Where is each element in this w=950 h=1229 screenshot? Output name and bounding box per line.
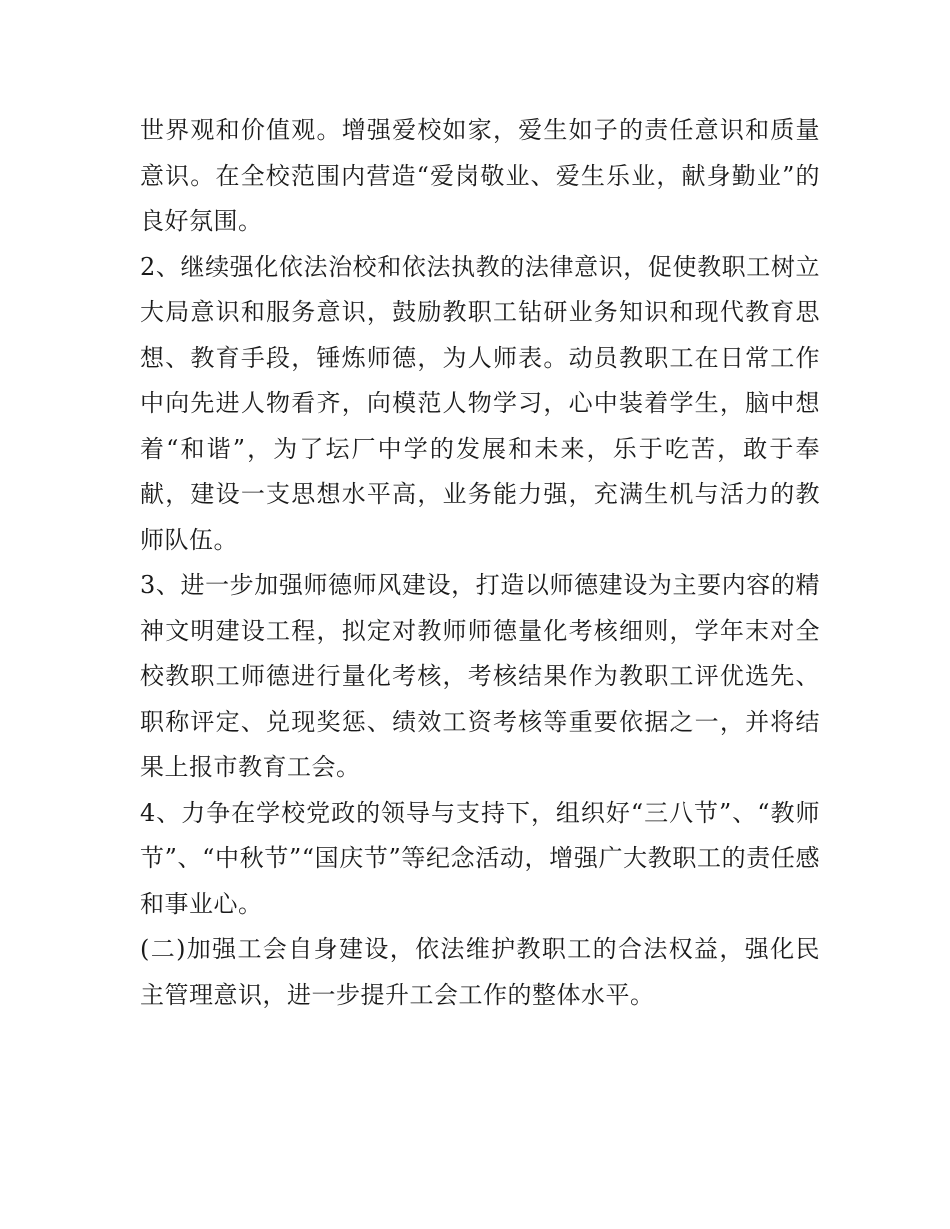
paragraph-item-3: 3、进一步加强师德师风建设，打造以师德建设为主要内容的精神文明建设工程，拟定对教师师德量化考核细则，学年末对全校教职工师德进行量化考核，考核结果作为教职工评优选先、职称评定、兑现奖惩、绩效工资考核等重要依据之一，并将结果上报市教育工会。 xyxy=(140,571,820,781)
paragraph-continuation: 世界观和价值观。增强爱校如家，爱生如子的责任意识和质量意识。在全校范围内营造“爱岗敬业、爱生乐业，献身勤业”的良好氛围。 xyxy=(140,116,820,235)
section-heading-2: (二)加强工会自身建设，依法维护教职工的合法权益，强化民主管理意识，进一步提升工会工作的整体水平。 xyxy=(140,935,820,1009)
paragraph-item-2: 2、继续强化依法治校和依法执教的法律意识，促使教职工树立大局意识和服务意识，鼓励教职工钻研业务知识和现代教育思想、教育手段，锤炼师德，为人师表。动员教职工在日常工作中向先进人物看齐，向模范人物学习，心中装着学生，脑中想着“和谐”，为了坛厂中学的发展和未来，乐于吃苦，敢于奉献，建设一支思想水平高，业务能力强，充满生机与活力的教师队伍。 xyxy=(140,252,820,554)
paragraph-item-4: 4、力争在学校党政的领导与支持下，组织好“三八节”、“教师节”、“中秋节”“国庆节”等纪念活动，增强广大教职工的责任感和事业心。 xyxy=(140,798,820,918)
document-body xyxy=(140,108,820,1018)
